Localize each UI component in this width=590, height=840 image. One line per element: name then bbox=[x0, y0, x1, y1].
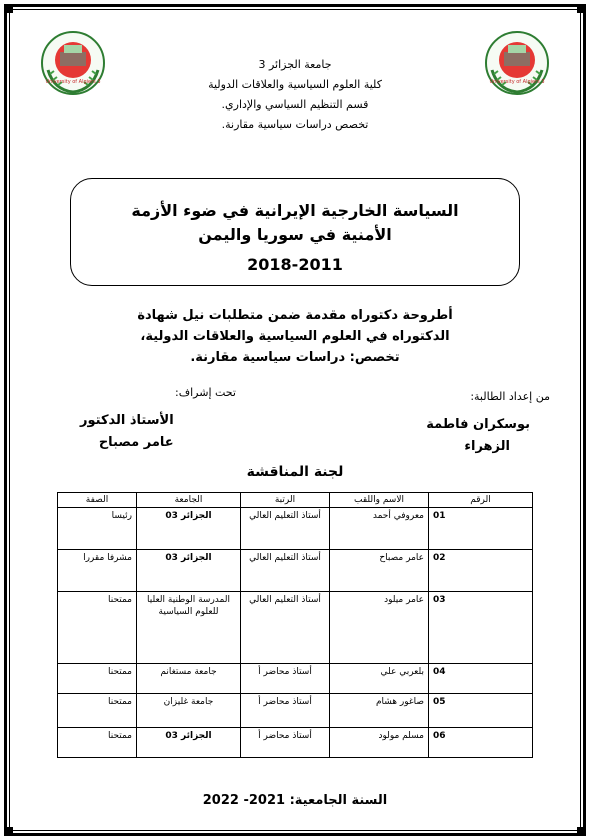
jury-university: الجزائر 03 bbox=[137, 728, 241, 758]
corner-mark bbox=[577, 4, 586, 13]
table-row bbox=[58, 664, 533, 694]
jury-table bbox=[57, 492, 533, 758]
corner-mark bbox=[577, 827, 586, 836]
jury-name: عامر ميلود bbox=[330, 592, 429, 664]
thesis-description bbox=[40, 305, 550, 368]
jury-university: الجزائر 03 bbox=[137, 508, 241, 550]
corner-mark bbox=[4, 827, 13, 836]
table-row bbox=[58, 728, 533, 758]
column-header: الجامعة bbox=[137, 493, 241, 508]
jury-role: مشرفا مقررا bbox=[58, 550, 137, 592]
jury-rank: أستاذ التعليم العالي bbox=[241, 592, 330, 664]
table-row bbox=[58, 508, 533, 550]
jury-name: عامر مصباح bbox=[330, 550, 429, 592]
jury-role: ممتحنا bbox=[58, 664, 137, 694]
jury-rank: أستاذ محاضر أ bbox=[241, 664, 330, 694]
jury-university: جامعة مستغانم bbox=[137, 664, 241, 694]
university-logo-left bbox=[40, 30, 106, 96]
student-name-line: بوسكران فاطمة bbox=[426, 417, 530, 432]
jury-role: رئيسا bbox=[58, 508, 137, 550]
jury-number: 05 bbox=[429, 694, 533, 728]
thesis-title-line: السياسة الخارجية الإيرانية في ضوء الأزمة bbox=[131, 201, 459, 220]
column-header: الاسم واللقب bbox=[330, 493, 429, 508]
thesis-title-line: الأمنية في سوريا واليمن bbox=[198, 225, 392, 244]
jury-number: 01 bbox=[429, 508, 533, 550]
student-name bbox=[426, 414, 530, 458]
table-row bbox=[58, 550, 533, 592]
description-line: أطروحة دكتوراه مقدمة ضمن متطلبات نيل شهادة bbox=[137, 308, 453, 323]
jury-name: صاغور هشام bbox=[330, 694, 429, 728]
jury-rank: أستاذ التعليم العالي bbox=[241, 550, 330, 592]
supervisor-name bbox=[80, 410, 174, 454]
jury-role: ممتحنا bbox=[58, 694, 137, 728]
jury-rank: أستاذ التعليم العالي bbox=[241, 508, 330, 550]
faculty-name: كلية العلوم السياسية والعلاقات الدولية bbox=[208, 78, 382, 91]
table-row bbox=[58, 592, 533, 664]
jury-name: معروفي أحمد bbox=[330, 508, 429, 550]
university-logo-right bbox=[484, 30, 550, 96]
committee-title: لجنة المناقشة bbox=[246, 464, 344, 480]
jury-university: المدرسة الوطنية العليا للعلوم السياسية bbox=[137, 592, 241, 664]
description-line: الدكتوراه في العلوم السياسية والعلاقات الدولية، bbox=[140, 329, 450, 344]
specialty-name: تخصص دراسات سياسية مقارنة. bbox=[221, 118, 369, 131]
institution-header bbox=[130, 55, 460, 135]
jury-university: الجزائر 03 bbox=[137, 550, 241, 592]
column-header: الصفة bbox=[58, 493, 137, 508]
supervisor-fullname: عامر مصباح bbox=[98, 435, 174, 450]
jury-role: ممتحنا bbox=[58, 592, 137, 664]
supervisor-title: الأستاذ الدكتور bbox=[80, 413, 174, 428]
jury-name: بلعربي علي bbox=[330, 664, 429, 694]
university-name: جامعة الجزائر 3 bbox=[258, 58, 332, 71]
jury-name: مسلم مولود bbox=[330, 728, 429, 758]
description-line: تخصص: دراسات سياسية مقارنة. bbox=[190, 350, 400, 365]
logo-caption: University of Algiers 3 bbox=[45, 79, 101, 85]
column-header: الرقم bbox=[429, 493, 533, 508]
jury-number: 02 bbox=[429, 550, 533, 592]
jury-number: 04 bbox=[429, 664, 533, 694]
jury-rank: أستاذ محاضر أ bbox=[241, 728, 330, 758]
student-name-line: الزهراء bbox=[464, 439, 510, 454]
academic-year: السنة الجامعية: 2021- 2022 bbox=[202, 793, 388, 808]
department-name: قسم التنظيم السياسي والإداري. bbox=[221, 98, 369, 111]
table-header-row bbox=[58, 493, 533, 508]
supervisor-label: تحت إشراف: bbox=[175, 386, 236, 399]
jury-number: 06 bbox=[429, 728, 533, 758]
table-row bbox=[58, 694, 533, 728]
corner-mark bbox=[4, 4, 13, 13]
thesis-title bbox=[71, 199, 519, 247]
jury-role: ممتحنا bbox=[58, 728, 137, 758]
column-header: الرتبة bbox=[241, 493, 330, 508]
thesis-period: 2018-2011 bbox=[247, 255, 343, 274]
thesis-title-box bbox=[70, 178, 520, 286]
student-label: من إعداد الطالبة: bbox=[470, 390, 550, 403]
logo-caption: University of Algiers 3 bbox=[489, 79, 545, 85]
jury-number: 03 bbox=[429, 592, 533, 664]
jury-university: جامعة غليزان bbox=[137, 694, 241, 728]
jury-rank: أستاذ محاضر أ bbox=[241, 694, 330, 728]
